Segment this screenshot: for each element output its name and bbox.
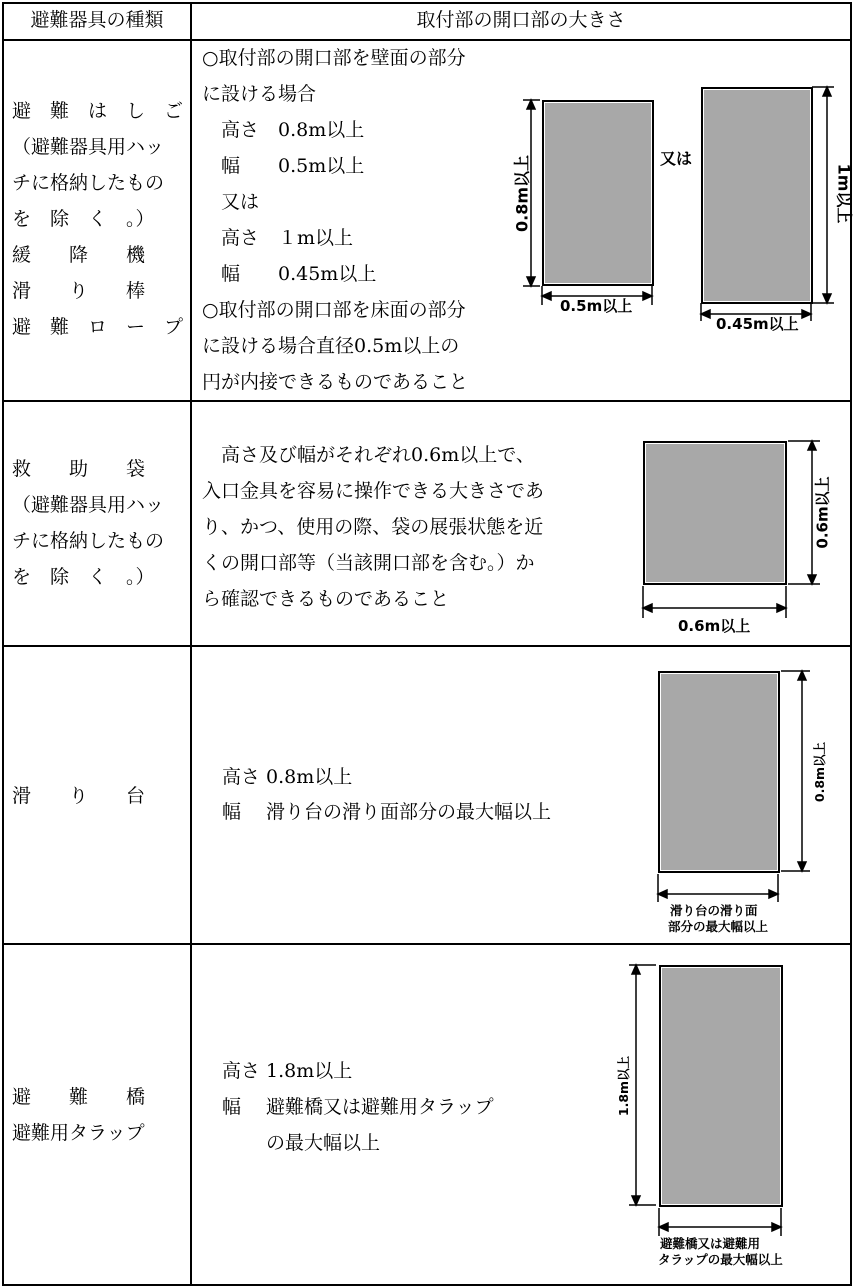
header-kind: 避難器具の種類	[30, 9, 164, 31]
bag-height-label: 0.6m以上	[813, 476, 832, 549]
row1-desc-line: に設ける場合直径0.5m以上の	[202, 335, 460, 357]
row1-desc-line: 高さ 0.8m以上	[202, 119, 365, 141]
row1-kind-line: 避 難 ロ ー プ	[12, 316, 184, 338]
row1-kind-line: 滑 り 棒	[12, 280, 146, 302]
row2-desc-line: くの開口部等（当該開口部を含む。）か	[202, 552, 535, 574]
row4-desc-line: 高さ 1.8m以上	[222, 1060, 353, 1082]
row3-desc-line: 高さ 0.8m以上	[222, 766, 353, 788]
slide-height-label: 0.8m以上	[812, 741, 827, 803]
width-label-b: 0.45m以上	[716, 315, 799, 333]
row2-desc-line: 入口金具を容易に操作できる大きさであ	[202, 480, 545, 502]
or-label: 又は	[660, 149, 693, 168]
row4-kind-line: 避難用タラップ	[12, 1122, 145, 1144]
row1-kind-line: 避 難 は し ご	[12, 100, 184, 122]
width-label-a: 0.5m以上	[560, 297, 633, 315]
bridge-height-label: 1.8m以上	[616, 1055, 631, 1117]
slide-width-label: 滑り台の滑り面	[670, 903, 758, 918]
bridge-width-label: 避難橋又は避難用	[660, 1236, 761, 1251]
row1-desc-line: 幅 0.45m以上	[202, 263, 377, 285]
row4-desc-line: 幅 避難橋又は避難用タラップ	[222, 1096, 494, 1118]
row2-kind-line: チに格納したもの	[12, 530, 165, 552]
row1-desc-line: に設ける場合	[202, 83, 317, 105]
row1-desc-line: 高さ １m以上	[202, 227, 354, 249]
row1-desc-line: ○取付部の開口部を床面の部分	[202, 299, 466, 321]
row4-kind-line: 避 難 橋	[12, 1086, 146, 1108]
row2-kind-line: を 除 く 。）	[12, 566, 155, 588]
row3-desc-line: 幅 滑り台の滑り面部分の最大幅以上	[222, 801, 552, 823]
bag-width-label: 0.6m以上	[678, 617, 751, 635]
row4-desc-line: の最大幅以上	[222, 1132, 381, 1154]
row3-kind-line: 滑 り 台	[12, 785, 146, 807]
row1-kind-line: を 除 く 。）	[12, 208, 155, 230]
row1-desc-line: 円が内接できるものであること	[202, 371, 469, 393]
height-label-a: 0.8m以上	[512, 154, 532, 233]
slide-width-label: 部分の最大幅以上	[668, 919, 769, 934]
row1-kind-line: 緩 降 機	[12, 244, 146, 266]
row1-desc-line: 又は	[202, 191, 260, 213]
header-opening-size: 取付部の開口部の大きさ	[416, 9, 626, 31]
row2-desc-line: り、かつ、使用の際、袋の展張状態を近	[202, 516, 544, 538]
row1-desc-line: ○取付部の開口部を壁面の部分	[202, 47, 466, 69]
row1-kind-line: チに格納したもの	[12, 172, 165, 194]
row2-desc-line: ら確認できるものであること	[202, 588, 450, 610]
height-label-b: 1m以上	[834, 163, 854, 224]
bridge-width-label: タラップの最大幅以上	[658, 1252, 783, 1267]
row1-desc-line: 幅 0.5m以上	[202, 155, 365, 177]
row2-desc-line: 高さ及び幅がそれぞれ0.6m以上で、	[202, 444, 535, 466]
row1-kind-line: （避難器具用ハッ	[12, 136, 165, 158]
row2-kind-line: 救 助 袋	[12, 458, 146, 480]
row2-kind-line: （避難器具用ハッ	[12, 494, 165, 516]
